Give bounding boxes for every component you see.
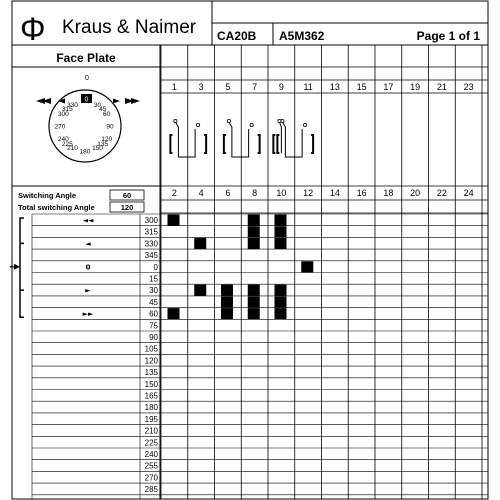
contact-number-top: 15 xyxy=(356,82,367,92)
angle-row-label: 90 xyxy=(149,333,158,342)
brand-name: Kraus & Naimer xyxy=(62,17,197,38)
contact-schematics xyxy=(170,119,313,157)
contact-number-top: 3 xyxy=(198,82,204,92)
angle-row-label: 210 xyxy=(144,426,158,436)
dial-angle-label: 315 xyxy=(61,105,73,113)
dial-angle-label: 150 xyxy=(92,145,103,153)
dial-selected-value: 0 xyxy=(84,96,89,104)
closed-contact-mark xyxy=(248,226,260,237)
contact-number-top: 11 xyxy=(303,82,313,92)
part-number: A5M362 xyxy=(279,29,325,43)
face-plate-panel xyxy=(12,45,160,499)
contact-number-bottom: 4 xyxy=(198,188,204,198)
closed-contact-mark xyxy=(168,215,180,226)
dial-angle-label: 210 xyxy=(67,145,78,153)
contact-number-top: 5 xyxy=(225,82,231,92)
angle-row-label: 300 xyxy=(144,216,158,225)
angle-row-label: 30 xyxy=(149,286,158,296)
dial-angle-label: 135 xyxy=(97,141,109,149)
contact-number-top: 7 xyxy=(252,82,258,92)
total-switching-angle-label: Total switching Angle xyxy=(18,203,95,212)
contact-number-top: 13 xyxy=(329,82,340,92)
angle-row-label: 330 xyxy=(144,239,158,249)
contact-number-top: 17 xyxy=(383,82,394,92)
total-switching-angle-value: 120 xyxy=(120,203,134,212)
closed-contact-mark xyxy=(275,285,287,296)
closed-contact-mark xyxy=(194,285,206,296)
angle-row-label: 60 xyxy=(149,309,158,319)
angle-row-label: 285 xyxy=(144,485,158,495)
switching-angle-label: Switching Angle xyxy=(18,191,77,200)
dial-angle-label: 30 xyxy=(93,101,102,109)
contact-number-bottom: 18 xyxy=(383,188,394,198)
angle-row-label: 45 xyxy=(149,297,158,307)
angle-row-label: 105 xyxy=(144,344,158,354)
closed-contact-mark xyxy=(248,238,260,249)
angle-row-label: 165 xyxy=(144,391,158,401)
angle-row-label: 180 xyxy=(144,403,158,413)
dial-angle-label: 180 xyxy=(79,148,91,156)
dial-angle-label: 300 xyxy=(57,111,69,118)
closed-contact-mark xyxy=(275,215,287,226)
angle-row-label: 315 xyxy=(144,227,158,237)
dial-angle-label: 90 xyxy=(106,123,114,131)
closed-contact-mark xyxy=(221,296,233,307)
model-code: CA20B xyxy=(217,29,257,43)
closed-contact-mark xyxy=(301,261,313,272)
closed-contact-mark xyxy=(168,308,180,319)
contact-number-bottom: 10 xyxy=(276,188,287,198)
closed-contact-mark xyxy=(275,296,287,307)
contact-number-bottom: 20 xyxy=(410,188,421,198)
dial-angle-label: 270 xyxy=(54,123,66,131)
dial-angle-label: 330 xyxy=(67,101,78,109)
closed-contact-mark xyxy=(275,226,287,237)
contact-number-bottom: 12 xyxy=(303,188,314,198)
contact-pair-symbol xyxy=(170,119,206,157)
angle-rows xyxy=(10,214,488,499)
contact-grid xyxy=(160,45,488,499)
contact-number-bottom: 24 xyxy=(463,188,474,198)
contact-number-top: 21 xyxy=(436,82,447,92)
contact-number-top: 1 xyxy=(171,82,177,92)
face-plate-title: Face Plate xyxy=(56,51,116,65)
closed-contact-mark xyxy=(248,215,260,226)
closed-contact-mark xyxy=(221,308,233,319)
header xyxy=(12,1,488,499)
angle-row-label: 0 xyxy=(153,262,158,272)
angle-row-label: 240 xyxy=(144,450,158,459)
dial-angle-label: 60 xyxy=(103,111,111,118)
closed-contact-mark xyxy=(248,285,260,296)
page-indicator: Page 1 of 1 xyxy=(416,29,480,43)
closed-contact-mark xyxy=(194,238,206,249)
dial-top-mark: 0 xyxy=(85,75,89,82)
closed-contact-mark xyxy=(275,238,287,249)
angle-row-label: 195 xyxy=(144,414,158,424)
angle-row-label: 150 xyxy=(144,379,158,389)
position-symbol: ►► xyxy=(82,310,94,319)
angle-row-label: 270 xyxy=(144,473,158,483)
angle-row-label: 15 xyxy=(149,274,158,284)
angle-row-label: 120 xyxy=(144,356,158,366)
contact-pair-symbol xyxy=(224,119,260,157)
closed-contact-mark xyxy=(221,285,233,296)
contact-number-bottom: 6 xyxy=(225,188,231,198)
angle-row-label: 75 xyxy=(149,321,158,331)
dial-angle-label: 120 xyxy=(101,136,113,143)
contact-number-bottom: 16 xyxy=(356,188,367,198)
contact-number-bottom: 2 xyxy=(171,188,177,198)
dial-angle-label: 240 xyxy=(57,136,69,143)
position-symbol: ◄◄ xyxy=(82,216,94,225)
dial-angle-label: 225 xyxy=(61,141,73,149)
contact-pair-symbol xyxy=(277,119,313,157)
position-symbol: ◄ xyxy=(85,239,91,248)
switching-angle-value: 60 xyxy=(122,191,132,200)
brand-logo: Φ xyxy=(20,11,46,47)
contact-number-bottom: 8 xyxy=(252,188,258,198)
angle-row-label: 225 xyxy=(144,438,158,448)
contact-number-top: 9 xyxy=(278,82,284,92)
contact-number-bottom: 14 xyxy=(329,188,340,198)
contact-number-top: 19 xyxy=(410,82,421,92)
contact-number-bottom: 22 xyxy=(436,188,447,198)
angle-row-label: 345 xyxy=(144,251,158,261)
closed-contact-mark xyxy=(275,308,287,319)
right-arrows-icon xyxy=(113,98,140,104)
closed-contact-mark xyxy=(248,308,260,319)
contact-number-top: 23 xyxy=(463,82,474,92)
angle-row-label: 135 xyxy=(144,368,158,378)
position-symbol: ► xyxy=(85,286,91,295)
position-symbol: 0 xyxy=(85,263,91,272)
closed-contact-mark xyxy=(248,296,260,307)
angle-row-label: 255 xyxy=(144,461,158,471)
dial-angle-label: 45 xyxy=(99,105,107,113)
